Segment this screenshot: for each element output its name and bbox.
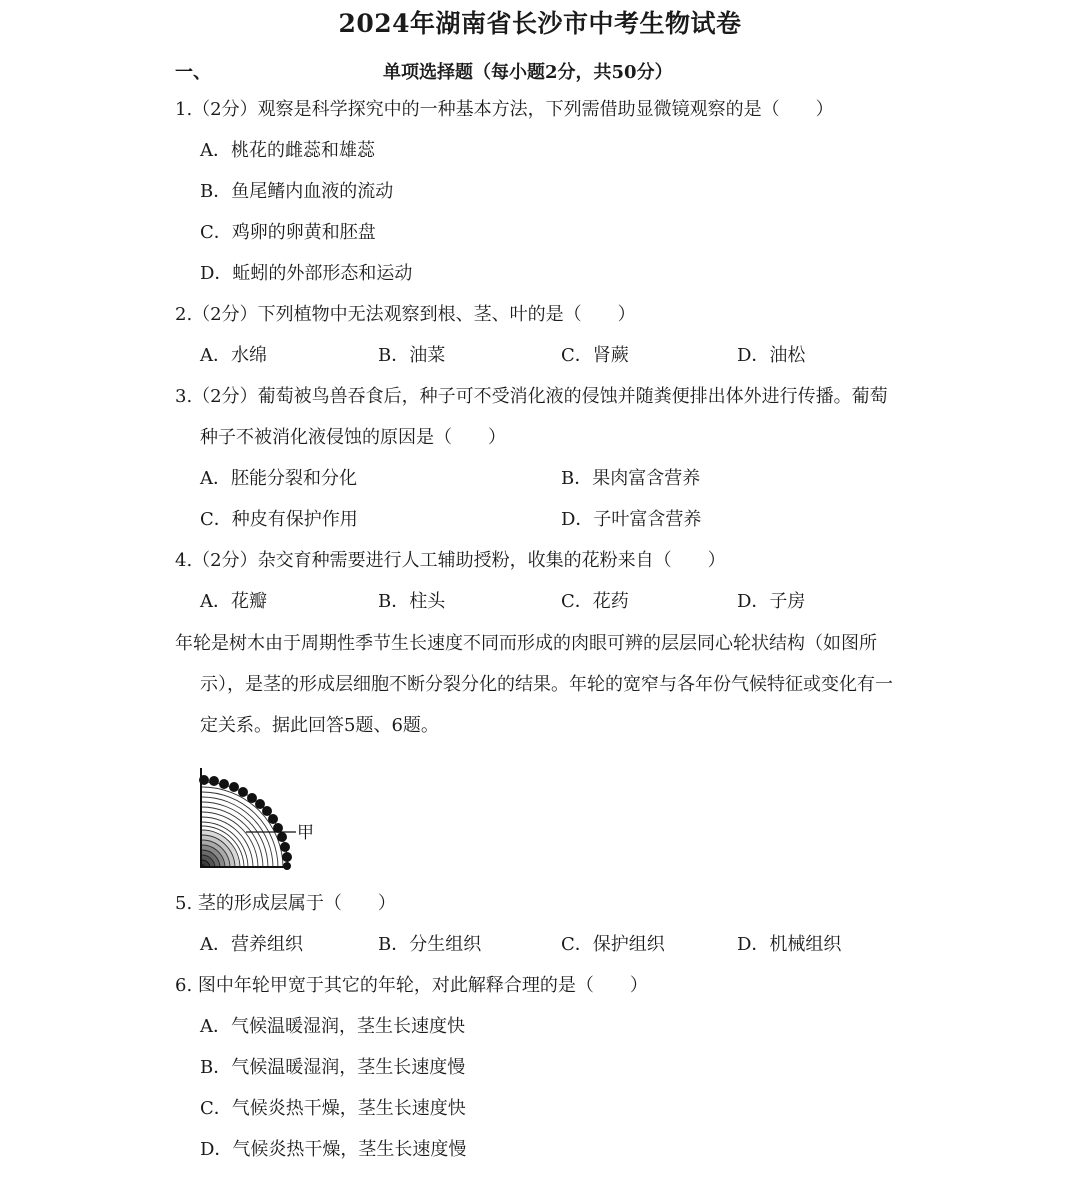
question-1-option-b: B．鱼尾鳍内血液的流动 (200, 181, 394, 202)
question-5-option-c: C．保护组织 (561, 934, 665, 955)
page-title: 2024年湖南省长沙市中考生物试卷 (338, 9, 742, 38)
passage-line-1: 年轮是树木由于周期性季节生长速度不同而形成的肉眼可辨的层层同心轮状结构（如图所 (175, 633, 877, 654)
passage-line-3: 定关系。据此回答5题、6题。 (200, 715, 439, 736)
question-5-stem: 5. 茎的形成层属于（ ） (175, 893, 396, 914)
question-3-option-b: B．果肉富含营养 (561, 468, 701, 489)
question-1-stem: 1.（2分）观察是科学探究中的一种基本方法，下列需借助显微镜观察的是（ ） (175, 99, 834, 120)
question-6-stem: 6. 图中年轮甲宽于其它的年轮，对此解释合理的是（ ） (175, 975, 648, 996)
question-2-option-a: A．水绵 (200, 345, 267, 366)
question-1-option-c: C．鸡卵的卵黄和胚盘 (200, 222, 376, 243)
question-2-option-d: D．油松 (737, 345, 806, 366)
tree-ring-figure (196, 760, 326, 872)
question-6-option-d: D．气候炎热干燥，茎生长速度慢 (200, 1139, 467, 1160)
question-2-option-c: C．肾蕨 (561, 345, 629, 366)
question-3-stem-line-1: 3.（2分）葡萄被鸟兽吞食后，种子可不受消化液的侵蚀并随粪便排出体外进行传播。葡萄 (175, 386, 888, 407)
question-6-option-c: C．气候炎热干燥，茎生长速度快 (200, 1098, 466, 1119)
question-4-option-d: D．子房 (737, 591, 806, 612)
question-5-option-a: A．营养组织 (200, 934, 303, 955)
question-3-option-c: C．种皮有保护作用 (200, 509, 358, 530)
question-4-option-c: C．花药 (561, 591, 629, 612)
ring-label-jia: 甲 (297, 823, 314, 843)
question-4-option-b: B．柱头 (378, 591, 446, 612)
question-3-stem-line-2: 种子不被消化液侵蚀的原因是（ ） (200, 427, 506, 448)
question-6-option-a: A．气候温暖湿润，茎生长速度快 (200, 1016, 465, 1037)
question-3-option-d: D．子叶富含营养 (561, 509, 702, 530)
question-3-option-a: A．胚能分裂和分化 (200, 468, 357, 489)
tree-ring-diagram (196, 760, 326, 872)
question-4-stem: 4.（2分）杂交育种需要进行人工辅助授粉，收集的花粉来自（ ） (175, 550, 726, 571)
section-label: 单项选择题（每小题2分，共50分） (383, 62, 673, 83)
question-5-option-b: B．分生组织 (378, 934, 482, 955)
section-number: 一、 (175, 62, 211, 83)
question-1-option-d: D．蚯蚓的外部形态和运动 (200, 263, 413, 284)
question-2-stem: 2.（2分）下列植物中无法观察到根、茎、叶的是（ ） (175, 304, 636, 325)
question-5-option-d: D．机械组织 (737, 934, 842, 955)
question-6-option-b: B．气候温暖湿润，茎生长速度慢 (200, 1057, 466, 1078)
passage-line-2: 示），是茎的形成层细胞不断分裂分化的结果。年轮的宽窄与各年份气候特征或变化有一 (200, 674, 893, 695)
question-4-option-a: A．花瓣 (200, 591, 267, 612)
question-2-option-b: B．油菜 (378, 345, 446, 366)
question-1-option-a: A．桃花的雌蕊和雄蕊 (200, 140, 375, 161)
